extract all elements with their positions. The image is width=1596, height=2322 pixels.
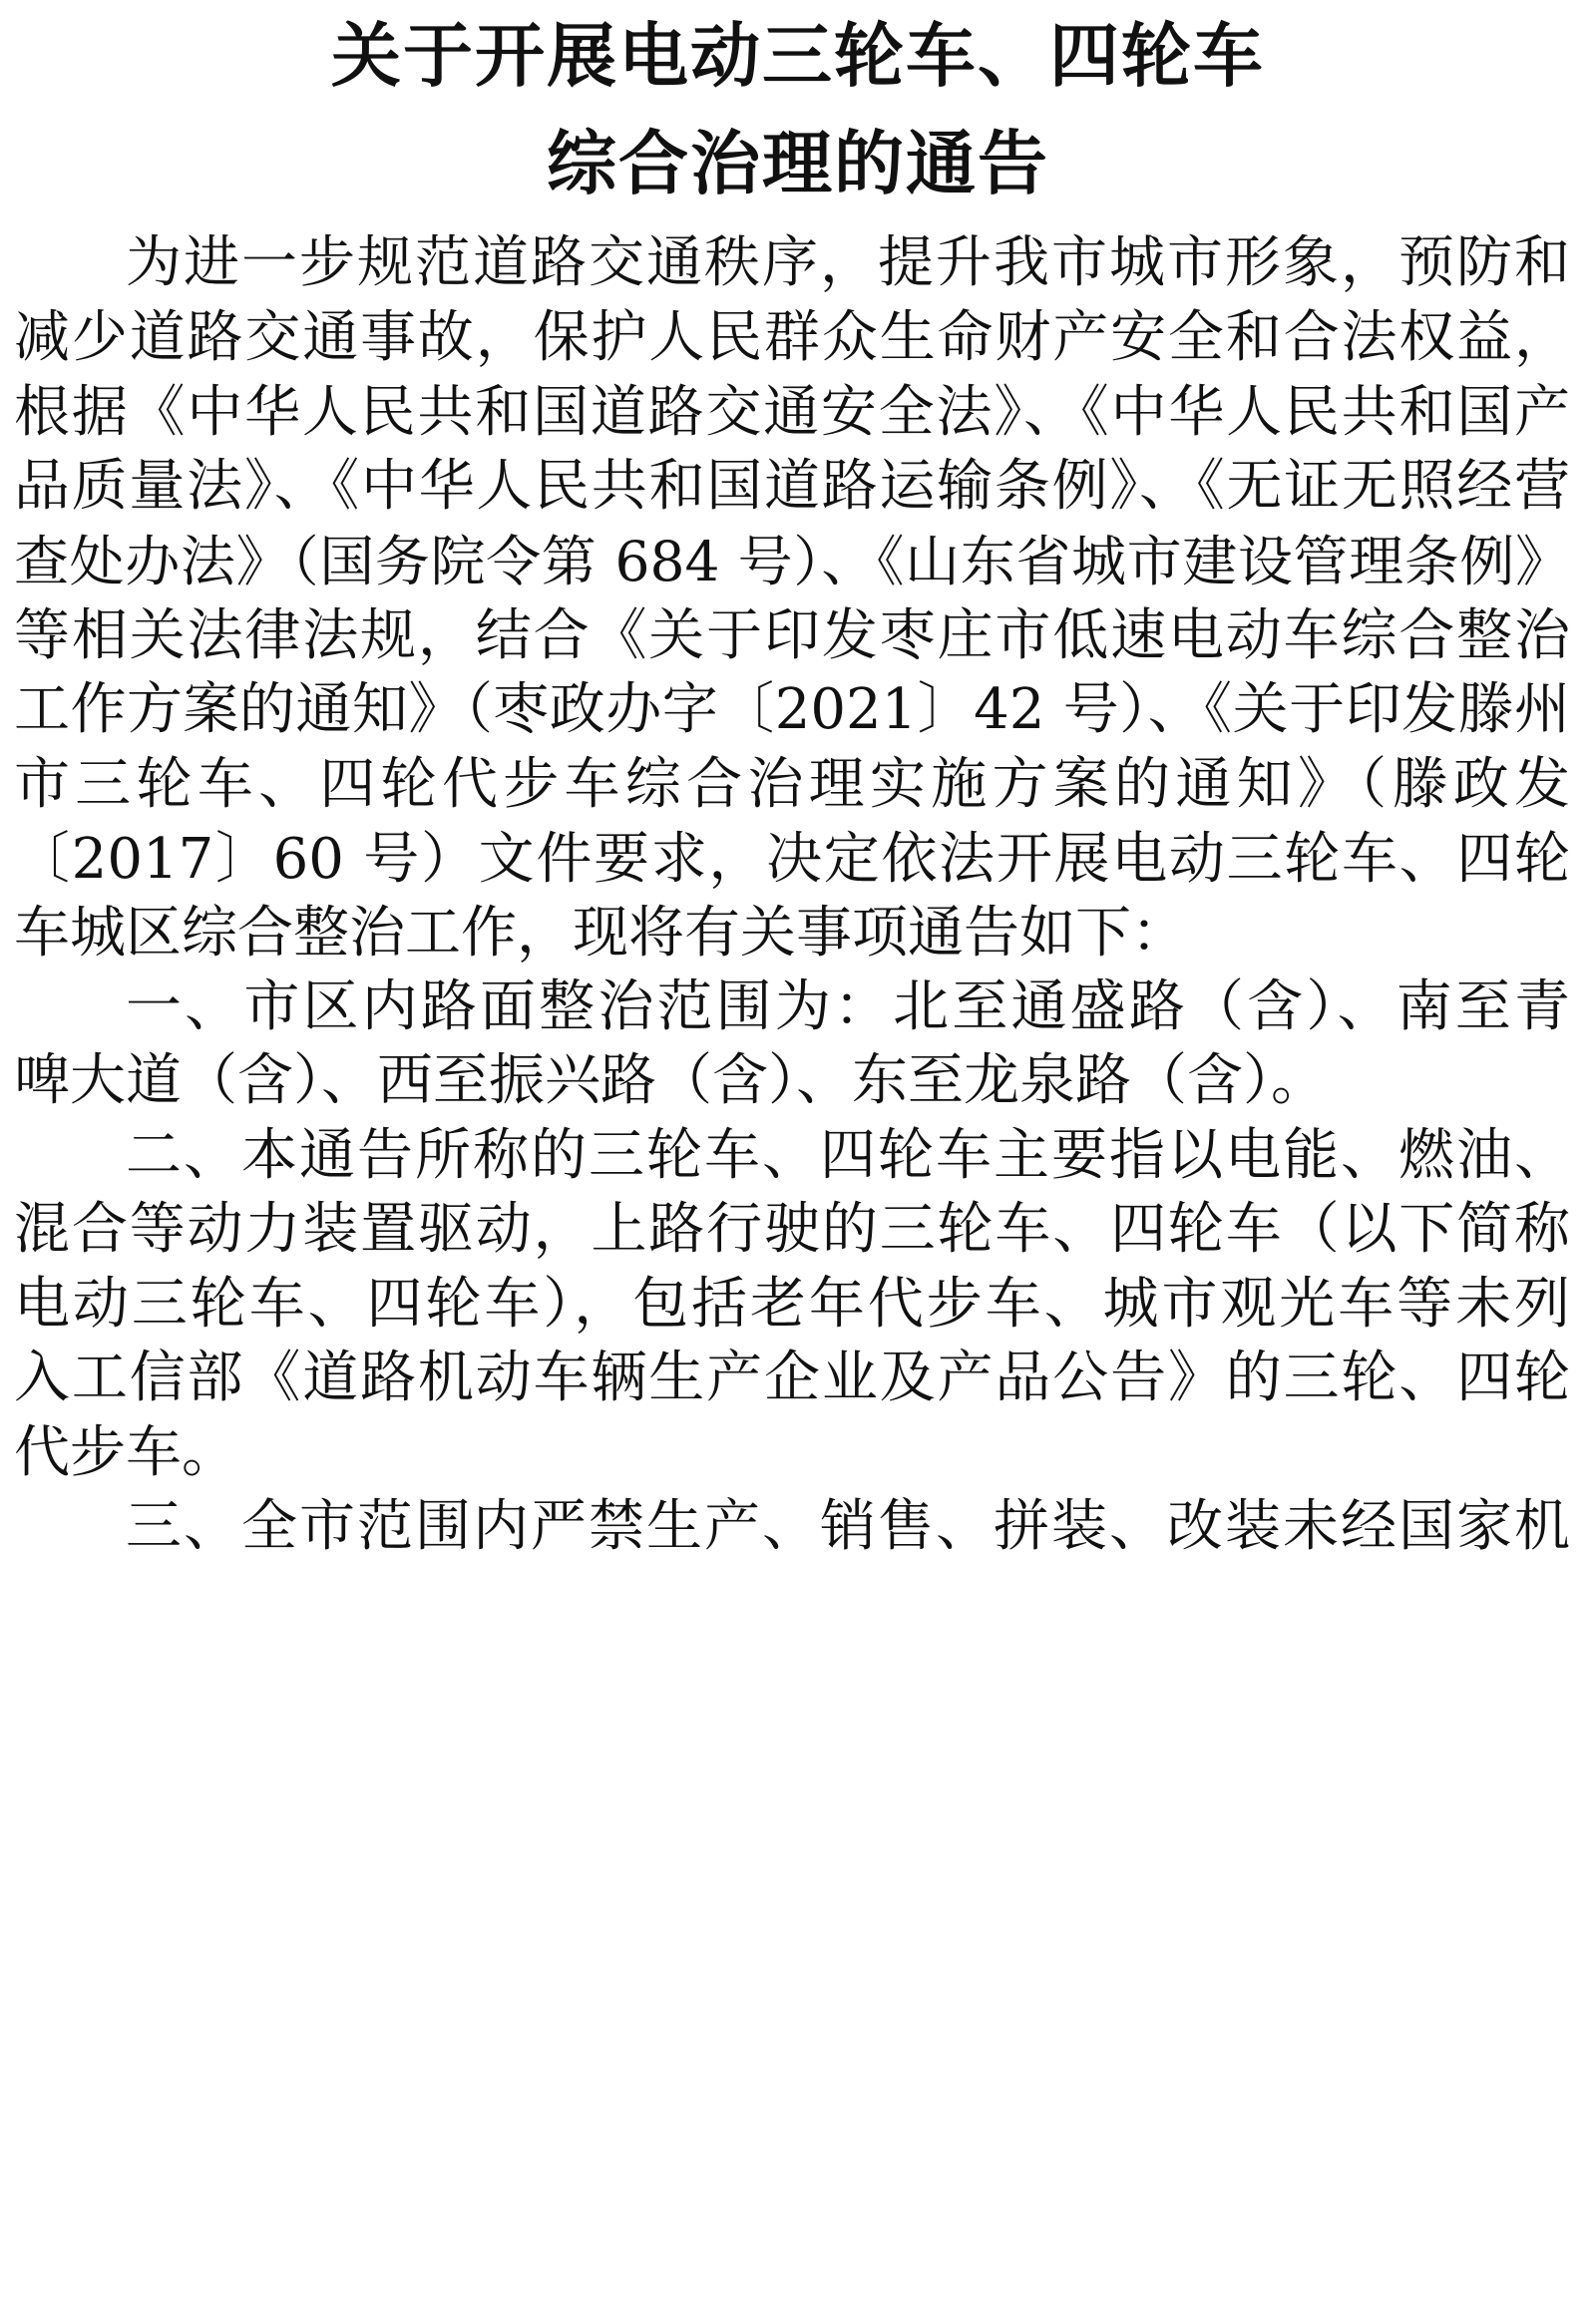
body-line: 减少道路交通事故，保护人民群众生命财产安全和合法权益， (14, 305, 1570, 370)
section-2-line: 电动三轮车、四轮车），包括老年代步车、城市观光车等未列 (14, 1272, 1570, 1337)
notice-title-line-2: 综合治理的通告 (547, 123, 1049, 204)
section-2-line: 代步车。 (14, 1420, 237, 1485)
body-line: 车城区综合整治工作，现将有关事项通告如下： (14, 901, 1187, 966)
body-line: 工作方案的通知》（枣政办字〔2021〕42 号）、《关于印发滕州 (14, 677, 1570, 742)
section-1-line: 一、市区内路面整治范围为：北至通盛路（含）、南至青 (126, 974, 1570, 1039)
body-line: 市三轮车、四轮代步车综合治理实施方案的通知》（滕政发 (14, 752, 1570, 817)
section-2-line: 混合等动力装置驱动，上路行驶的三轮车、四轮车（以下简称 (14, 1197, 1570, 1262)
notice-title-line-1: 关于开展电动三轮车、四轮车 (331, 15, 1265, 97)
section-1-line: 啤大道（含）、西至振兴路（含）、东至龙泉路（含）。 (14, 1048, 1327, 1113)
body-line: 〔2017〕60 号）文件要求，决定依法开展电动三轮车、四轮 (14, 827, 1570, 892)
section-2-line: 二、本通告所称的三轮车、四轮车主要指以电能、燃油、 (126, 1123, 1570, 1188)
body-line: 查处办法》（国务院令第 684 号）、《山东省城市建设管理条例》 (14, 530, 1570, 593)
body-line: 根据《中华人民共和国道路交通安全法》、《中华人民共和国产 (14, 380, 1570, 445)
section-2-line: 入工信部《道路机动车辆生产企业及产品公告》的三轮、四轮 (14, 1346, 1570, 1410)
body-line: 为进一步规范道路交通秩序，提升我市城市形象，预防和 (126, 230, 1570, 295)
body-line: 等相关法律法规，结合《关于印发枣庄市低速电动车综合整治 (14, 603, 1570, 668)
section-3-line: 三、全市范围内严禁生产、销售、拼装、改装未经国家机 (126, 1494, 1570, 1559)
body-line: 品质量法》、《中华人民共和国道路运输条例》、《无证无照经营 (14, 454, 1570, 519)
